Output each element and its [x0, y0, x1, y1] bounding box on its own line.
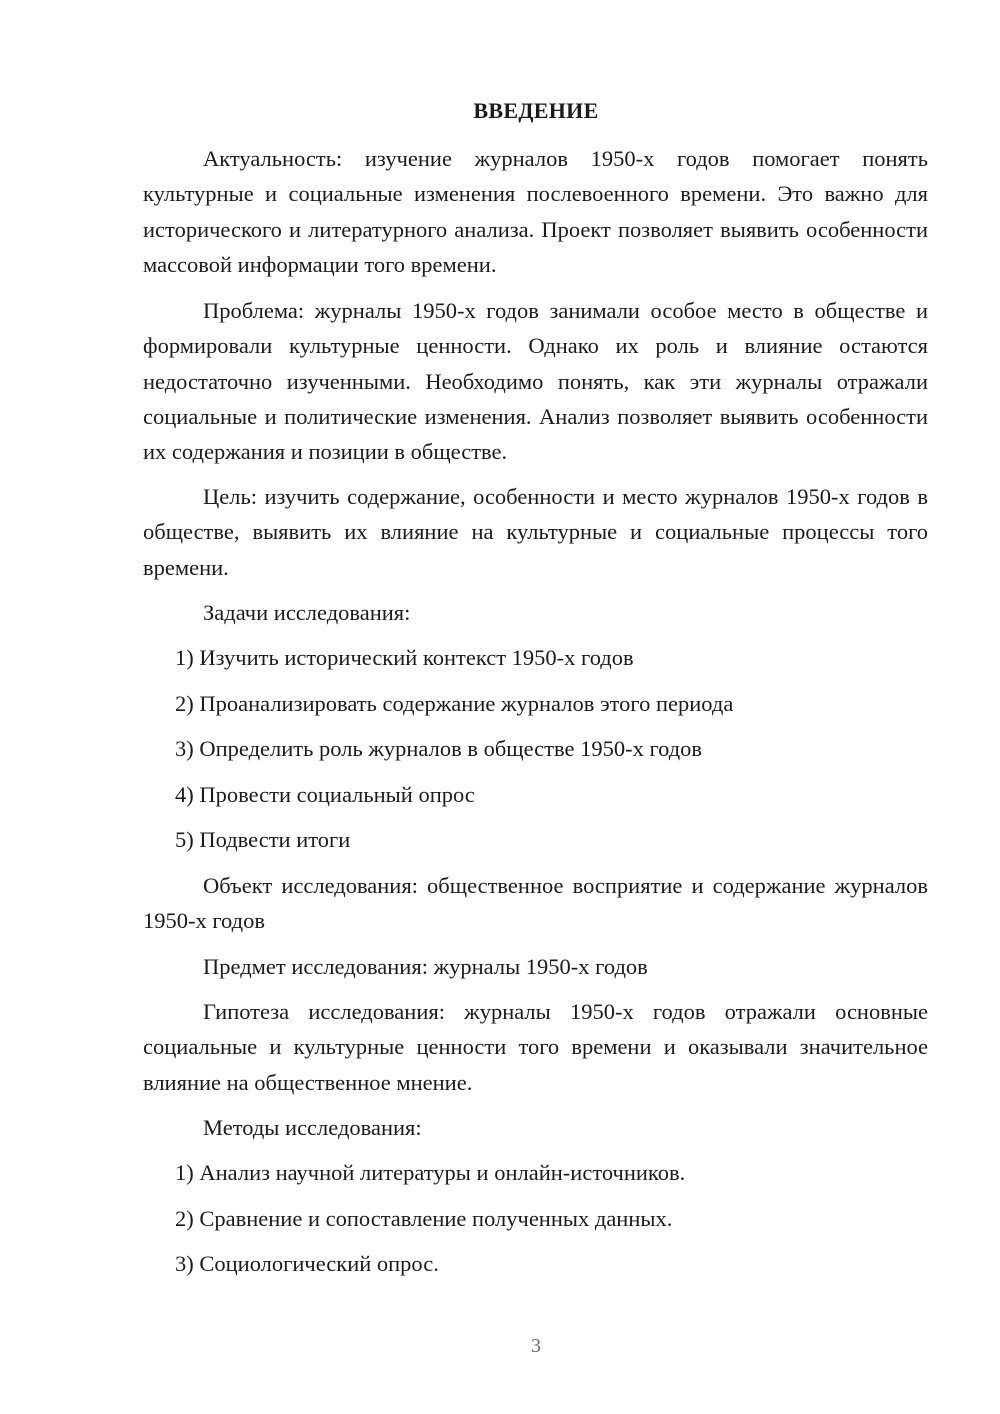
task-item: 5) Подвести итоги: [175, 827, 351, 852]
goal-paragraph: Цель: изучить содержание, особенности и место журналов 1950-х годов в обществе, выявить их влияние на культурные и социальные процессы того времени.: [143, 484, 928, 580]
method-item: 2) Сравнение и сопоставление полученных данных.: [175, 1206, 673, 1231]
hypothesis-paragraph: Гипотеза исследования: журналы 1950-х годов отражали основные социальные и культурные ценности того времени и оказывали значительное влияние на общественное мнение.: [143, 999, 928, 1095]
relevance-paragraph: Актуальность: изучение журналов 1950-х годов помогает понять культурные и социальные изменения послевоенного времени. Это важно для исторического и литературного анализа. Проект позволяет выявить особенности массовой информации того времени.: [143, 146, 928, 277]
task-item: 4) Провести социальный опрос: [175, 782, 475, 807]
problem-paragraph: Проблема: журналы 1950-х годов занимали особое место в обществе и формировали культурные ценности. Однако их роль и влияние остаются недостаточно изученными. Необходимо понять, как эти журналы отражали социальные и политические изменения. Анализ позволяет выявить особенности их содержания и позиции в обществе.: [143, 298, 928, 465]
task-item: 2) Проанализировать содержание журналов этого периода: [175, 691, 734, 716]
page-number: 3: [531, 1335, 541, 1357]
subject-paragraph: Предмет исследования: журналы 1950-х годов: [203, 954, 648, 979]
methods-heading: Методы исследования:: [203, 1115, 422, 1140]
tasks-heading: Задачи исследования:: [203, 600, 411, 625]
method-item: 3) Социологический опрос.: [175, 1251, 439, 1276]
object-paragraph: Объект исследования: общественное восприятие и содержание журналов 1950-х годов: [143, 873, 928, 934]
task-item: 1) Изучить исторический контекст 1950-х годов: [175, 645, 634, 670]
task-item: 3) Определить роль журналов в обществе 1950-х годов: [175, 736, 703, 761]
method-item: 1) Анализ научной литературы и онлайн-источников.: [175, 1160, 686, 1185]
section-title: ВВЕДЕНИЕ: [473, 98, 599, 123]
